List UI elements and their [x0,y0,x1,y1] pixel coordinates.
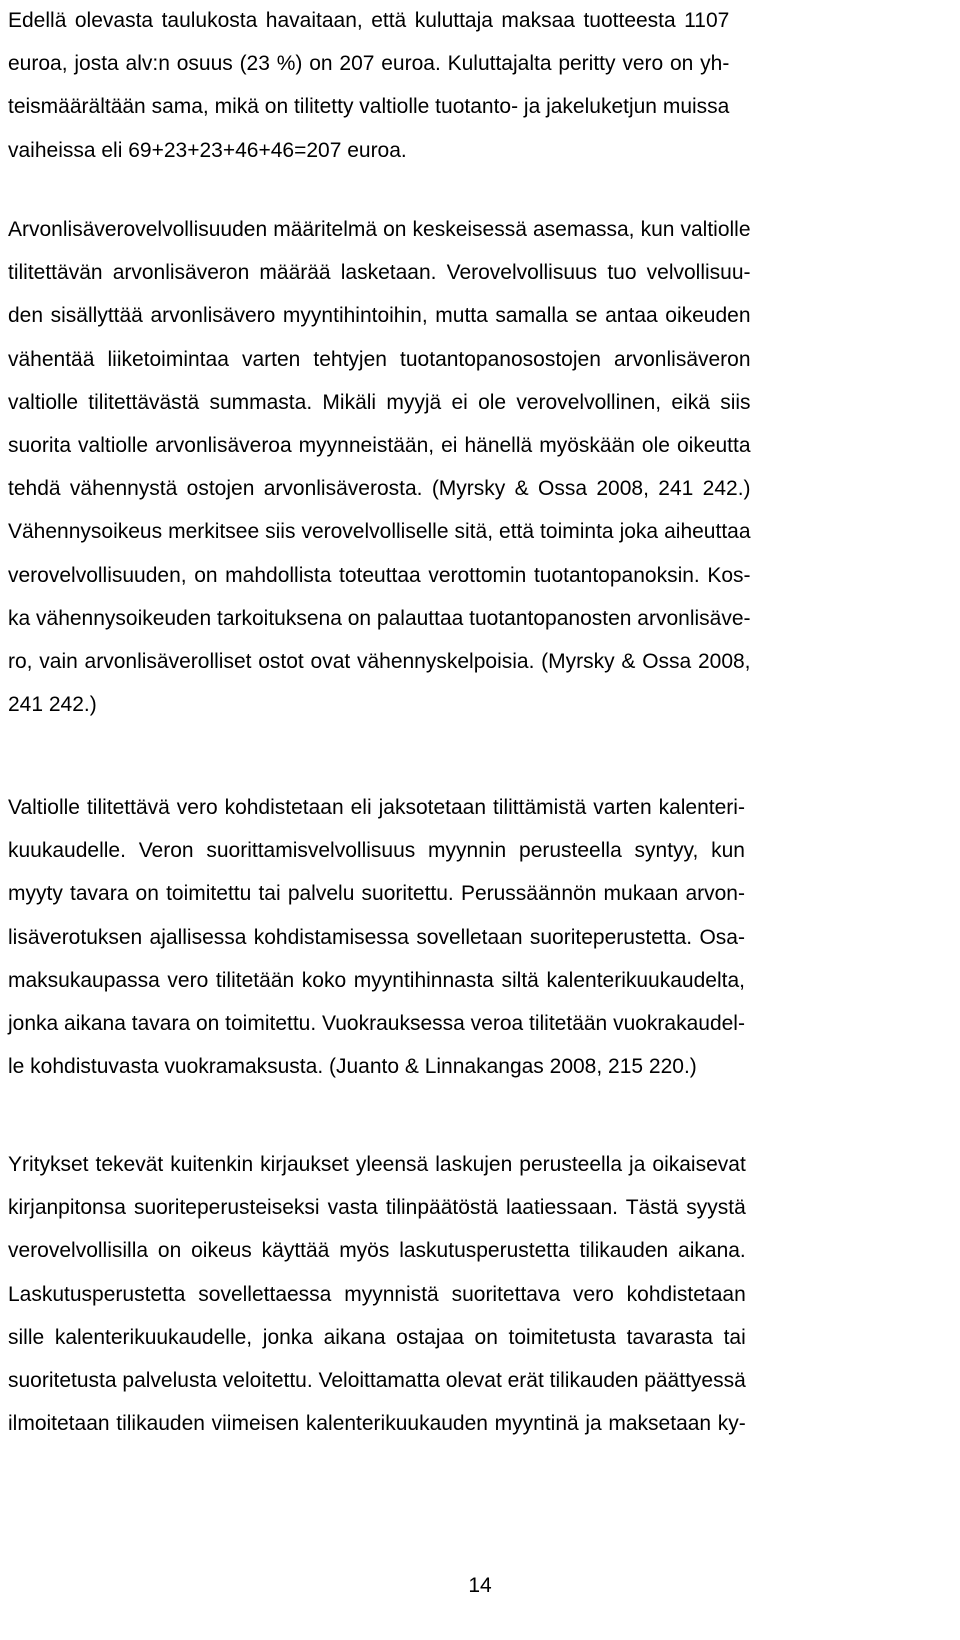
paragraph-tax-example [8,0,729,172]
paragraph-line: kirjanpitonsa suoriteperusteiseksi vasta tilinpäätöstä laatiessaan. Tästä syystä [8,1196,746,1220]
paragraph-line: teismäärältään sama, mikä on tilitetty valtiolle tuotanto- ja jakeluketjun muissa [8,95,730,119]
paragraph-line: suoritetusta palvelusta veloitettu. Veloittamatta olevat erät tilikauden päättyessä [8,1369,746,1393]
paragraph-line: maksukaupassa vero tilitetään koko myyntihinnasta siltä kalenterikuukaudelta, [8,968,745,992]
paragraph-vat-liability [8,208,751,726]
paragraph-line: den sisällyttää arvonlisävero myyntihintoihin, mutta samalla se antaa oikeuden [8,304,751,328]
paragraph-line: myyty tavara on toimitettu tai palvelu suoritettu. Perussäännön mukaan arvon- [8,882,745,906]
paragraph-line: Vähennysoikeus merkitsee siis verovelvolliselle sitä, että toiminta joka aiheuttaa [8,520,751,544]
paragraph-line: Arvonlisäverovelvollisuuden määritelmä on keskeisessä asemassa, kun valtiolle [8,218,751,241]
paragraph-line: vähentää liiketoimintaa varten tehtyjen tuotantopanosostojen arvonlisäveron [8,347,751,371]
paragraph-line: Edellä olevasta taulukosta havaitaan, että kuluttaja maksaa tuotteesta 1107 [8,9,730,32]
page-number: 14 [468,1574,492,1597]
paragraph-line: valtiolle tilitettävästä summasta. Mikäli myyjä ei ole verovelvollinen, eikä siis [8,390,751,414]
paragraph-line: ro, vain arvonlisäverolliset ostot ovat vähennyskelpoisia. (Myrsky & Ossa 2008, [8,650,751,674]
paragraph-line: verovelvollisuuden, on mahdollista toteuttaa verottomin tuotantopanoksin. Kos- [8,563,751,587]
paragraph-line: sille kalenterikuukaudelle, jonka aikana ostajaa on toimitetusta tavarasta tai [8,1325,746,1349]
paragraph-tax-period-allocation [8,786,745,1088]
paragraph-line: le kohdistuvasta vuokramaksusta. (Juanto & Linnakangas 2008, 215 220.) [8,1055,697,1079]
paragraph-line: 241 242.) [8,693,97,717]
paragraph-line: Laskutusperustetta sovellettaessa myynnistä suoritettava vero kohdistetaan [8,1282,746,1306]
paragraph-line: tehdä vähennystä ostojen arvonlisäverosta. (Myrsky & Ossa 2008, 241 242.) [8,477,751,501]
paragraph-line: lisäverotuksen ajallisessa kohdistamisessa sovelletaan suoriteperustetta. Osa- [8,925,745,949]
paragraph-line: kuukaudelle. Veron suorittamisvelvollisuus myynnin perusteella syntyy, kun [8,839,745,863]
paragraph-line: jonka aikana tavara on toimitettu. Vuokrauksessa veroa tilitetään vuokrakaudel- [8,1012,745,1036]
paragraph-line: ilmoitetaan tilikauden viimeisen kalenterikuukauden myyntinä ja maksetaan ky- [8,1412,746,1436]
paragraph-invoicing-basis [8,1143,746,1445]
paragraph-line: Yritykset tekevät kuitenkin kirjaukset yleensä laskujen perusteella ja oikaisevat [8,1153,746,1176]
paragraph-line: vaiheissa eli 69+23+23+46+46=207 euroa. [8,138,407,162]
paragraph-line: suorita valtiolle arvonlisäveroa myynneistään, ei hänellä myöskään ole oikeutta [8,434,751,458]
paragraph-line: ka vähennysoikeuden tarkoituksena on palauttaa tuotantopanosten arvonlisäve- [8,606,751,630]
paragraph-line: Valtiolle tilitettävä vero kohdistetaan eli jaksotetaan tilittämistä varten kalenteri- [8,796,745,819]
paragraph-line: verovelvollisilla on oikeus käyttää myös laskutusperustetta tilikauden aikana. [8,1239,746,1263]
paragraph-line: tilitettävän arvonlisäveron määrää lasketaan. Verovelvollisuus tuo velvollisuu- [8,261,751,285]
paragraph-line: euroa, josta alv:n osuus (23 %) on 207 euroa. Kuluttajalta peritty vero on yh- [8,52,730,76]
